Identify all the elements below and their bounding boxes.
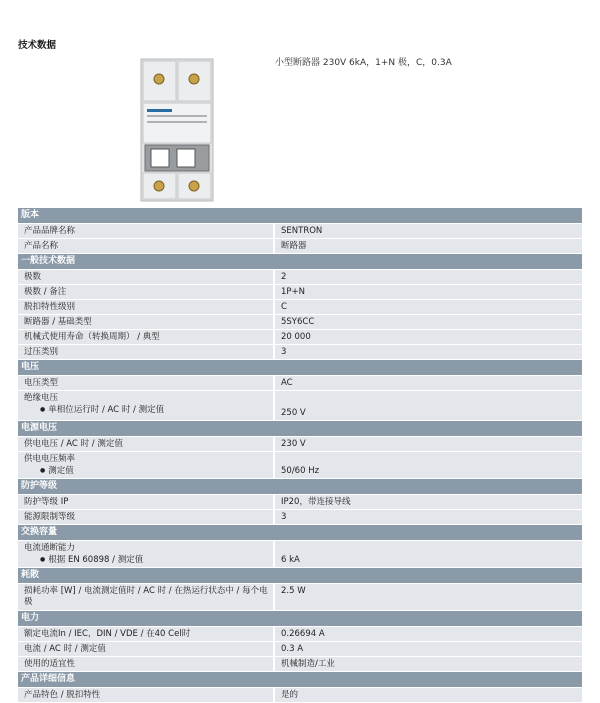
row-value: C xyxy=(275,300,582,314)
section-header-protection: 防护等级 xyxy=(18,479,582,495)
table-row xyxy=(18,300,582,315)
row-value: AC xyxy=(275,376,582,390)
table-row xyxy=(18,642,582,657)
table-row xyxy=(18,345,582,360)
row-value: 5SY6CC xyxy=(275,315,582,329)
section-header-version: 版本 xyxy=(18,208,582,224)
circuit-breaker-product-image xyxy=(137,57,217,203)
row-value: 机械制造/工业 xyxy=(275,657,582,671)
row-label: 电压类型 xyxy=(18,376,273,390)
row-label: 过压类别 xyxy=(18,345,273,359)
row-value: 6 kA xyxy=(275,541,582,567)
table-row xyxy=(18,584,582,611)
row-label: 机械式使用寿命（转换周期） / 典型 xyxy=(18,330,273,344)
row-label: 产品特色 / 脱扣特性 xyxy=(18,688,273,702)
table-row xyxy=(18,376,582,391)
row-value: 2 xyxy=(275,270,582,284)
table-row xyxy=(18,270,582,285)
row-label-main: 供电电压频率 xyxy=(24,454,76,464)
row-value: SENTRON xyxy=(275,224,582,238)
table-row xyxy=(18,495,582,510)
section-header-general: 一般技术数据 xyxy=(18,254,582,270)
table-row xyxy=(18,239,582,254)
row-label: 能源限制等级 xyxy=(18,510,273,524)
row-label: 电流 / AC 时 / 测定值 xyxy=(18,642,273,656)
row-value: 250 V xyxy=(275,391,582,420)
row-value: 是的 xyxy=(275,688,582,702)
table-row xyxy=(18,437,582,452)
row-label: 断路器 / 基础类型 xyxy=(18,315,273,329)
row-value: 1P+N xyxy=(275,285,582,299)
row-label: 脱扣特性级别 xyxy=(18,300,273,314)
section-header-product-details: 产品详细信息 xyxy=(18,672,582,688)
row-label: 损耗功率 [W] / 电流测定值时 / AC 时 / 在热运行状态中 / 每个电极 xyxy=(18,584,273,610)
section-header-electrical: 电力 xyxy=(18,611,582,627)
section-header-dissipation: 耗散 xyxy=(18,568,582,584)
row-label-sub: ● 单相位运行时 / AC 时 / 测定值 xyxy=(24,404,270,416)
row-label: 产品名称 xyxy=(18,239,273,253)
row-label: 产品品牌名称 xyxy=(18,224,273,238)
table-row xyxy=(18,330,582,345)
row-label: 额定电流In / IEC，DIN / VDE / 在40 Cel时 xyxy=(18,627,273,641)
row-value: 0.26694 A xyxy=(275,627,582,641)
section-header-voltage: 电压 xyxy=(18,360,582,376)
row-value: 20 000 xyxy=(275,330,582,344)
row-value: 断路器 xyxy=(275,239,582,253)
row-value: 0.3 A xyxy=(275,642,582,656)
row-label xyxy=(18,391,273,420)
row-value: 230 V xyxy=(275,437,582,451)
row-label: 供电电压 / AC 时 / 测定值 xyxy=(18,437,273,451)
row-label-main: 绝缘电压 xyxy=(24,393,59,403)
row-label: 防护等级 IP xyxy=(18,495,273,509)
table-row xyxy=(18,452,582,479)
row-label xyxy=(18,541,273,567)
row-label: 极数 xyxy=(18,270,273,284)
row-value: 3 xyxy=(275,510,582,524)
row-label xyxy=(18,452,273,478)
table-row xyxy=(18,224,582,239)
page-title: 技术数据 xyxy=(18,40,57,51)
table-row xyxy=(18,627,582,642)
table-row xyxy=(18,688,582,703)
table-row xyxy=(18,510,582,525)
row-value: 50/60 Hz xyxy=(275,452,582,478)
row-value: 2.5 W xyxy=(275,584,582,610)
row-value: IP20，带连接导线 xyxy=(275,495,582,509)
row-label-main: 电流通断能力 xyxy=(24,543,76,553)
table-row xyxy=(18,541,582,568)
section-header-supply-voltage: 电源电压 xyxy=(18,421,582,437)
table-row xyxy=(18,391,582,421)
row-label-sub: ● 测定值 xyxy=(24,465,270,477)
spec-table xyxy=(18,208,582,703)
table-row xyxy=(18,657,582,672)
row-label-sub: ● 根据 EN 60898 / 测定值 xyxy=(24,554,270,566)
table-row xyxy=(18,285,582,300)
row-value: 3 xyxy=(275,345,582,359)
product-description: 小型断路器 230V 6kA，1+N 极，C，0.3A xyxy=(275,58,452,68)
row-label: 使用的适宜性 xyxy=(18,657,273,671)
section-header-switching-capacity: 交换容量 xyxy=(18,525,582,541)
row-label: 极数 / 备注 xyxy=(18,285,273,299)
table-row xyxy=(18,315,582,330)
